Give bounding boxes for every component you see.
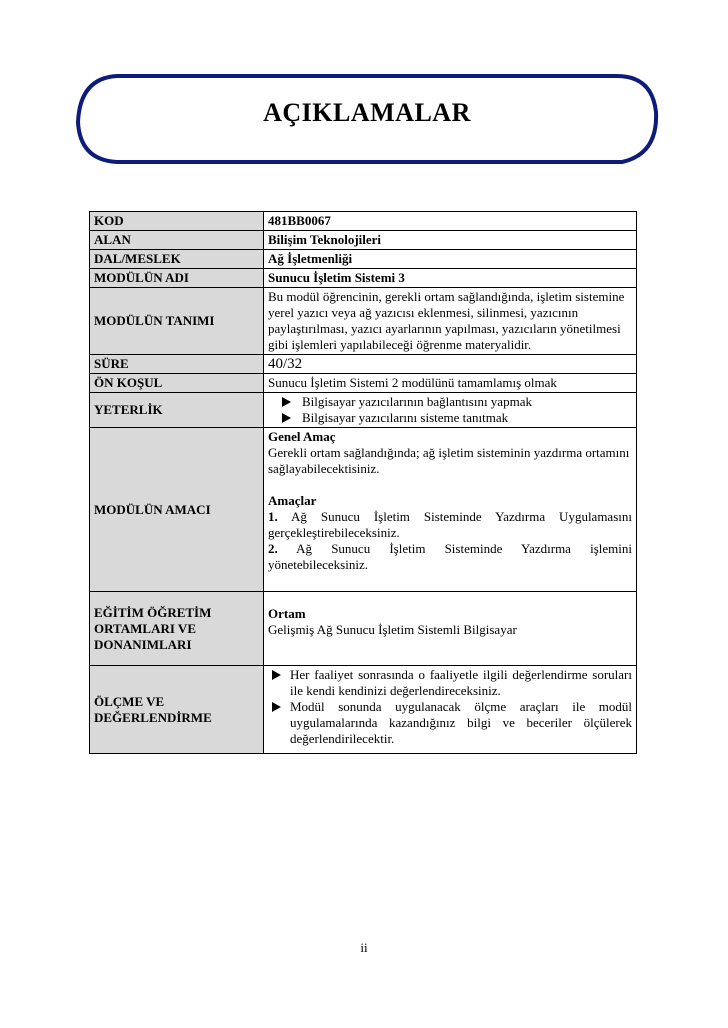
modul-tanimi-value: Bu modül öğrencinin, gerekli ortam sağlandığında, işletim sistemine yerel yazıcı veya ağ yazıcısı eklenmesi, silinmesi, yazıcının paylaştırılması, yazıcı ayarlarının yapılması, yazıcıların yönetilmesi gibi işlemleri yapılabileceği öğrenme materyalidir. xyxy=(264,288,637,355)
module-info-table xyxy=(89,211,637,754)
arrow-bullet-icon xyxy=(282,397,291,407)
olcme-label: ÖLÇME VE DEĞERLENDİRME xyxy=(90,666,264,754)
genel-amac-text: Gerekli ortam sağlandığında; ağ işletim sisteminin yazdırma ortamını sağlayabilecektisiniz. xyxy=(268,445,630,476)
table-row xyxy=(90,428,637,592)
ortam-text: Gelişmiş Ağ Sunucu İşletim Sistemli Bilgisayar xyxy=(268,622,517,637)
modul-amaci-value xyxy=(264,428,637,592)
table-row xyxy=(90,666,637,754)
table-row xyxy=(90,393,637,428)
table-row xyxy=(90,355,637,374)
modul-tanimi-label: MODÜLÜN TANIMI xyxy=(90,288,264,355)
ortam-heading: Ortam xyxy=(268,606,306,621)
arrow-bullet-icon xyxy=(272,670,281,680)
kod-value: 481BB0067 xyxy=(264,212,637,231)
on-kosul-label: ÖN KOŞUL xyxy=(90,374,264,393)
yeterlik-list xyxy=(268,394,632,426)
list-item: Bilgisayar yazıcılarının bağlantısını yapmak xyxy=(268,394,632,410)
table-row xyxy=(90,592,637,666)
genel-amac-heading: Genel Amaç xyxy=(268,429,336,444)
modul-amaci-label: MODÜLÜN AMACI xyxy=(90,428,264,592)
egitim-value xyxy=(264,592,637,666)
amac-1: 1. Ağ Sunucu İşletim Sisteminde Yazdırma Uygulamasını gerçekleştirebileceksiniz. xyxy=(268,509,632,540)
alan-label: ALAN xyxy=(90,231,264,250)
table-row xyxy=(90,212,637,231)
dal-value: Ağ İşletmenliği xyxy=(264,250,637,269)
list-item: Bilgisayar yazıcılarını sisteme tanıtmak xyxy=(268,410,632,426)
arrow-bullet-icon xyxy=(272,702,281,712)
list-item: Modül sonunda uygulanacak ölçme araçları ile modül uygulamalarında kazandığınız bilgi ve beceriler ölçülerek değerlendirilecektir. xyxy=(268,699,632,747)
modul-adi-label: MODÜLÜN ADI xyxy=(90,269,264,288)
yeterlik-label: YETERLİK xyxy=(90,393,264,428)
yeterlik-value xyxy=(264,393,637,428)
page-number: ii xyxy=(360,940,368,955)
table-row xyxy=(90,269,637,288)
table-row xyxy=(90,231,637,250)
title-banner xyxy=(72,72,662,166)
arrow-bullet-icon xyxy=(282,413,291,423)
sure-value: 40/32 xyxy=(264,355,637,374)
kod-label: KOD xyxy=(90,212,264,231)
page-title: AÇIKLAMALAR xyxy=(263,98,471,127)
on-kosul-value: Sunucu İşletim Sistemi 2 modülünü tamamlamış olmak xyxy=(264,374,637,393)
modul-adi-value: Sunucu İşletim Sistemi 3 xyxy=(264,269,637,288)
dal-label: DAL/MESLEK xyxy=(90,250,264,269)
table-row xyxy=(90,374,637,393)
list-item: Her faaliyet sonrasında o faaliyetle ilgili değerlendirme soruları ile kendi kendinizi değerlendireceksiniz. xyxy=(268,667,632,699)
table-row xyxy=(90,250,637,269)
amac-2: 2. Ağ Sunucu İşletim Sisteminde Yazdırma işlemini yönetebileceksiniz. xyxy=(268,541,632,572)
sure-label: SÜRE xyxy=(90,355,264,374)
olcme-list xyxy=(268,667,632,747)
egitim-label: EĞİTİM ÖĞRETİM ORTAMLARI VE DONANIMLARI xyxy=(90,592,264,666)
alan-value: Bilişim Teknolojileri xyxy=(264,231,637,250)
table-row xyxy=(90,288,637,355)
olcme-value xyxy=(264,666,637,754)
amaclar-heading: Amaçlar xyxy=(268,493,317,508)
